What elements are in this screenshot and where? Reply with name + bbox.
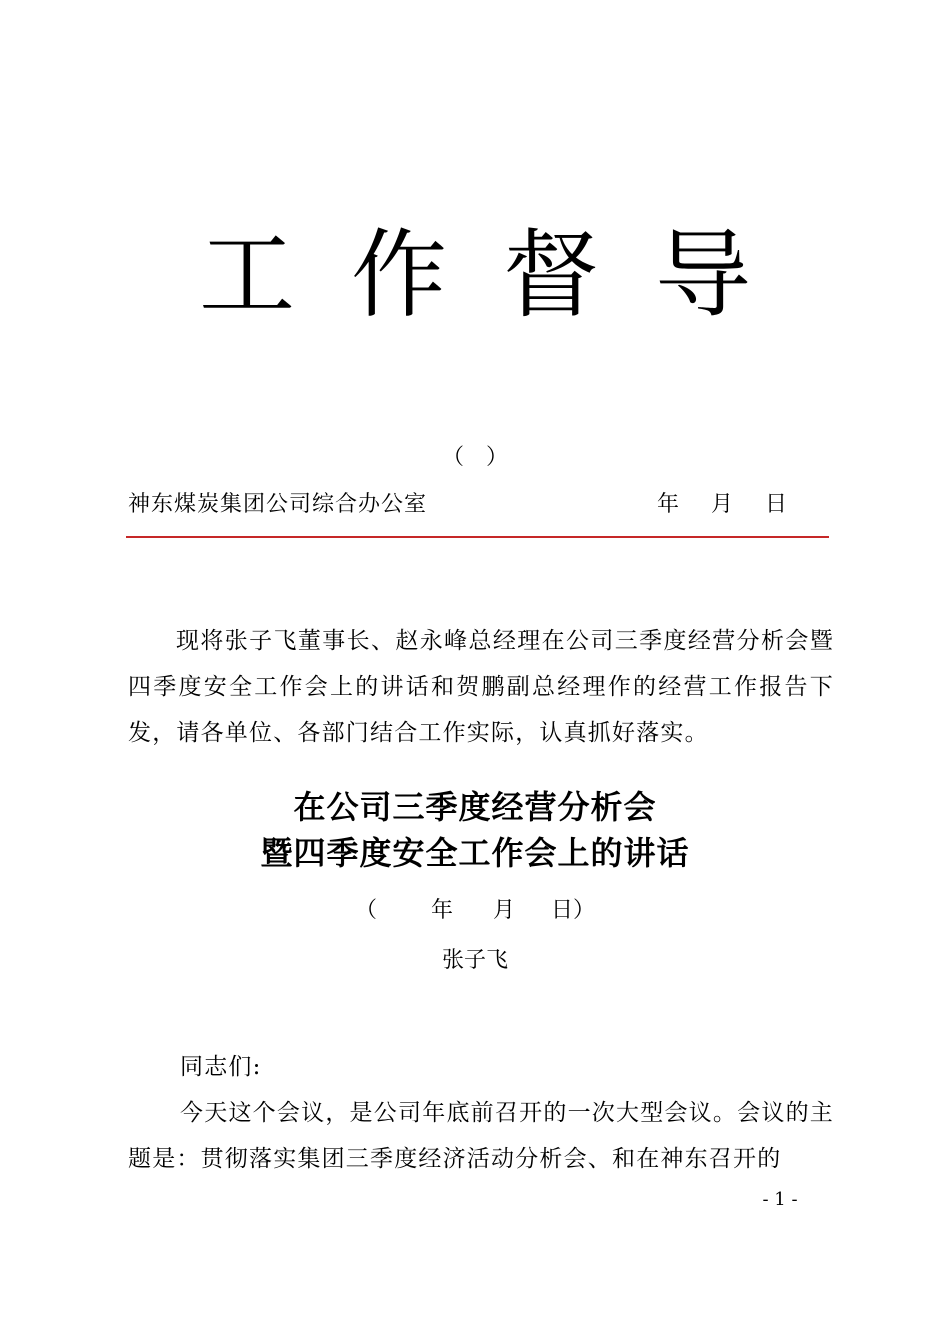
speech-title-line1: 在公司三季度经营分析会 <box>293 788 657 826</box>
speech-paragraph: 今天这个会议，是公司年底前召开的一次大型会议。会议的主题是：贯彻落实集团三季度经济活动分析会、和在神东召开的 <box>128 1100 834 1172</box>
sender-office: 神东煤炭集团公司综合办公室 <box>128 492 428 517</box>
speech-date <box>0 895 950 927</box>
speech-date-year: 年 <box>430 898 453 923</box>
issue-month: 月 <box>711 492 734 517</box>
speech-date-open: （ <box>354 898 377 923</box>
page-number: - 1 - <box>762 1189 798 1210</box>
speaker-name: 张子飞 <box>441 948 508 973</box>
notice-paragraph <box>128 618 834 756</box>
notice-text: 现将张子飞董事长、赵永峰总经理在公司三季度经营分析会暨四季度安全工作会上的讲话和贺鹏副总经理作的经营工作报告下发，请各单位、各部门结合工作实际，认真抓好落实。 <box>128 628 834 746</box>
issue-open-paren: （ <box>441 445 464 470</box>
red-divider <box>126 536 829 538</box>
issue-close-paren: ） <box>486 445 509 470</box>
issue-number <box>0 442 950 474</box>
issue-year: 年 <box>657 492 680 517</box>
speech-date-day: 日） <box>551 898 596 923</box>
issue-date <box>657 489 787 521</box>
masthead-title: 工作督导 <box>199 219 807 331</box>
speech-title-line2: 暨四季度安全工作会上的讲话 <box>260 834 690 872</box>
greeting: 同志们: <box>180 1054 262 1080</box>
issue-day: 日 <box>765 492 788 517</box>
speech-date-month: 月 <box>493 898 516 923</box>
